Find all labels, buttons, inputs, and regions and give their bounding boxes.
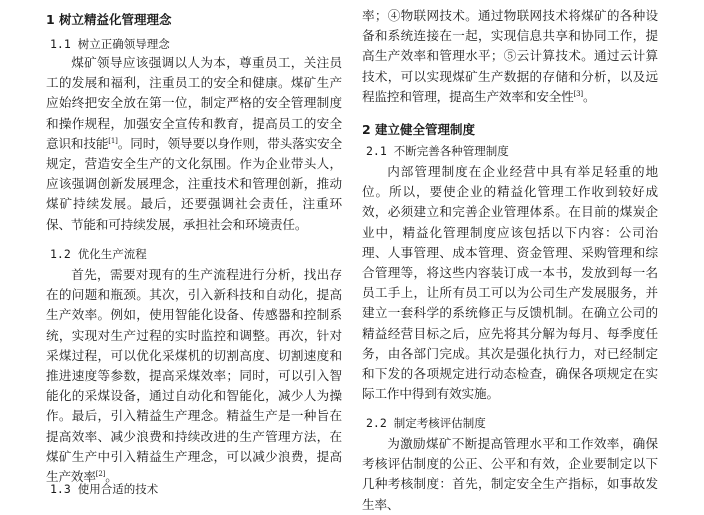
- section-heading-1: 1 树立精益化管理理念: [46, 12, 172, 27]
- citation-1: [1]: [108, 136, 118, 145]
- paragraph-leadership: 煤矿领导应该强调以人为本，尊重员工，关注员工的发展和福利，注重员工的安全和健康。煤矿生产应始终把安全放在第一位，制定严格的安全管理制度和操作规程，加强安全宣传和教育，提高员工的安全意识和技能[1]。同时，领导要以身作则，带头落实安全规定，营造安全生产的文化氛围。作为企业带头人，应该强调创新发展理念，注重技术和管理创新，推动煤矿持续发展。最后，还要强调社会责任，注重环保、节能和可持续发展，承担社会和环境责任。: [46, 55, 342, 232]
- subsection-heading-1-3: 1.3 使用合适的技术: [50, 482, 159, 496]
- subsection-heading-2-2: 2.2 制定考核评估制度: [366, 416, 486, 430]
- paragraph-management-system: 内部管理制度在企业经营中具有举足轻重的地位。所以，要使企业的精益化管理工作收到较好成效，必须建立和完善企业管理体系。在目前的煤炭企业中，精益化管理制度应该包括以下内容：公司治理、人事管理、成本管理、资金管理、采购管理和综合管理等，将这些内容装订成一本书，发放到每一名员工手上，让所有员工可以为公司生产发展服务，并建立一套科学的系统修正与反馈机制。在确立公司的精益经营目标之后，应先将其分解为每月、每季度任务，由各部门完成。其次是强化执行力，对已经制定和下发的各项规定进行动态检查，确保各项规定在实际工作中得到有效实施。: [362, 164, 658, 402]
- paragraph-technology-continued: 率；④物联网技术。通过物联网技术将煤矿的各种设备和系统连接在一起，实现信息共享和协同工作，提高生产效率和管理水平；⑤云计算技术。通过云计算技术，可以实现煤矿生产数据的存储和分析，以及远程监控和管理，提高生产效率和安全性[3]。: [362, 8, 658, 104]
- subsection-heading-1-1: 1.1 树立正确领导理念: [50, 37, 170, 51]
- paragraph-assessment-system: 为激励煤矿不断提高管理水平和工作效率，确保考核评估制度的公正、公平和有效，企业要制定以下几种考核制度：首先，制定安全生产指标，如事故发生率、: [362, 436, 658, 512]
- citation-3: [3]: [573, 89, 584, 98]
- paragraph-production-process: 首先，需要对现有的生产流程进行分析，找出存在的问题和瓶颈。其次，引入新科技和自动化，提高生产效率。例如，使用智能化设备、传感器和控制系统，实现对生产过程的实时监控和调整。再次，针对采煤过程，可以优化采煤机的切割高度、切割速度和推进速度等参数，提高采煤效率；同时，可以引入智能化的采煤设备，通过自动化和智能化，减少人为操作。最后，引入精益生产理念。精益生产是一种旨在提高效率、减少浪费和持续改进的生产管理方法，在煤矿生产中引入精益生产理念，可以减少浪费，提高生产效率[2]。: [46, 267, 342, 485]
- citation-2: [2]: [95, 469, 106, 478]
- subsection-heading-1-2: 1.2 优化生产流程: [50, 247, 147, 261]
- subsection-heading-2-1: 2.1 不断完善各种管理制度: [366, 144, 509, 158]
- section-heading-2: 2 建立健全管理制度: [362, 122, 476, 137]
